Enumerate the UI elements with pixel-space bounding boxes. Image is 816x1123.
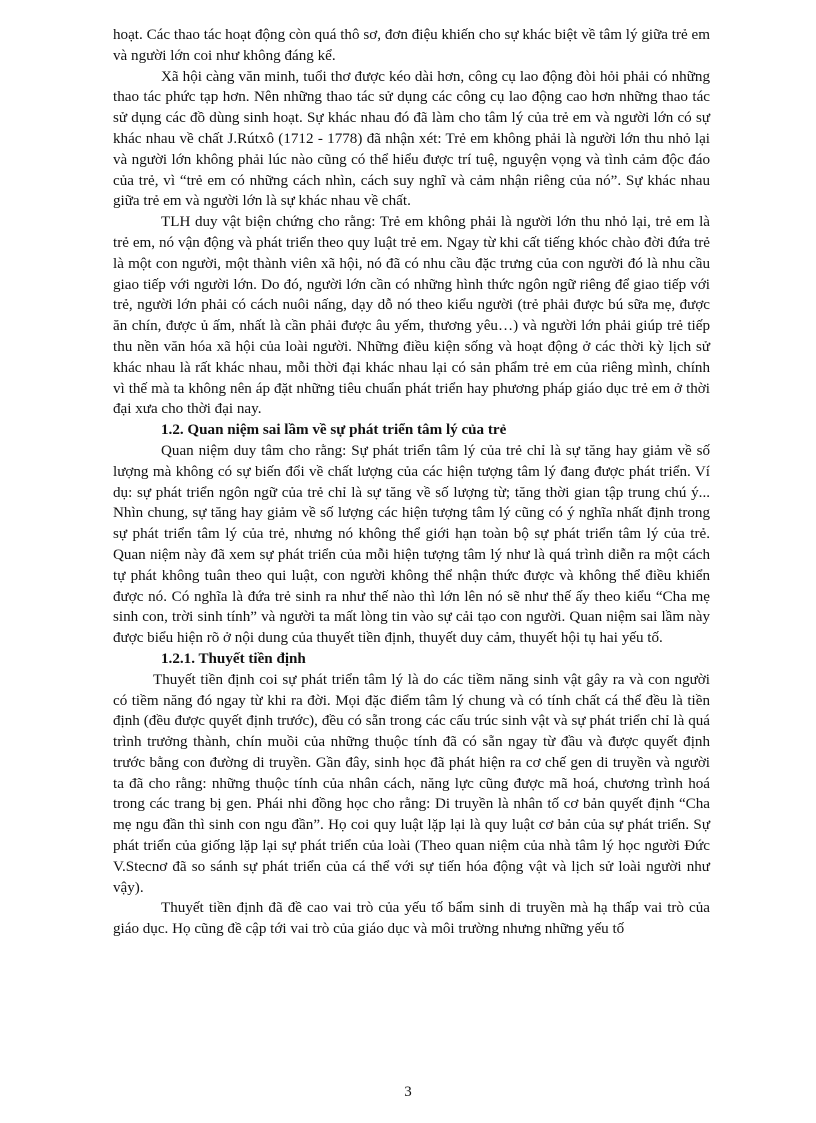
section-heading-1-2: 1.2. Quan niệm sai lầm về sự phát triển tâm lý của trẻ [161, 422, 507, 439]
paragraph-idealist-view: Quan niệm duy tâm cho rằng: Sự phát triển tâm lý của trẻ chỉ là sự tăng hay giảm về số lượng mà không có sự biến đổi về chất lượng của các hiện tượng tâm lý đang được phát triển. Ví dụ: sự phát triển ngôn ngữ của trẻ chỉ là sự tăng về số lượng từ; tăng thời gian tập trung chú ý... Nhìn chung, sự tăng hay giảm về số lượng các hiện tượng tâm lý cũng có ý nghĩa nhất định trong sự phát triển tâm lý của trẻ, nhưng nó không thể giới hạn toàn bộ sự phát triển tâm lý của trẻ. Quan niệm này đã xem sự phát triển của mỗi hiện tượng tâm lý như là quá trình diễn ra một cách tự phát không tuân theo qui luật, con người không thể nhận thức được và không thể điều khiển được nó. Có nghĩa là đứa trẻ sinh ra như thế nào thì lớn lên nó sẽ như thế ấy theo kiểu “Cha mẹ sinh con, trời sinh tính” và người ta mất lòng tin vào sự cải tạo con người. Quan niệm sai lầm này được biểu hiện rõ ở nội dung của thuyết tiền định, thuyết duy cảm, thuyết hội tụ hai yếu tố. [113, 442, 710, 647]
paragraph-continuation: hoạt. Các thao tác hoạt động còn quá thô sơ, đơn điệu khiến cho sự khác biệt về tâm lý giữa trẻ em và người lớn coi như không đáng kể. [113, 27, 710, 64]
paragraph-dialectical-psychology: TLH duy vật biện chứng cho rằng: Trẻ em không phải là người lớn thu nhỏ lại, trẻ em là trẻ em, nó vận động và phát triển theo quy luật trẻ em. Ngay từ khi cất tiếng khóc chào đời đứa trẻ là một con người, một thành viên xã hội, nó đã có nhu cầu đặc trưng của con người đó là nhu cầu giao tiếp với người lớn. Do đó, người lớn cần có những hình thức ngôn ngữ riêng để giao tiếp với trẻ, người lớn phải có cách nuôi nấng, dạy dỗ nó theo kiểu người (trẻ phải được bú sữa mẹ, được ăn chín, được ủ ấm, nhất là cần phải được âu yếm, thương yêu…) và người lớn phải giúp trẻ tiếp thu nền văn hóa xã hội của loài người. Những điều kiện sống và hoạt động ở các thời kỳ lịch sử khác nhau là rất khác nhau, mỗi thời đại khác nhau lại có sản phẩm trẻ em của riêng mình, chính vì thế mà ta không nên áp đặt những tiêu chuẩn phát triển hay phương pháp giáo dục trẻ em ở thời đại xưa cho thời đại nay. [113, 214, 710, 418]
paragraph-predestination-role: Thuyết tiền định đã đề cao vai trò của yếu tố bẩm sinh di truyền mà hạ thấp vai trò của giáo dục. Họ cũng đề cập tới vai trò của giáo dục và môi trường nhưng những yếu tố [113, 900, 710, 938]
paragraph-society: Xã hội càng văn minh, tuổi thơ được kéo dài hơn, công cụ lao động đòi hỏi phải có những thao tác phức tạp hơn. Nên những thao tác sử dụng các công cụ lao động cao hơn những thao tác sử dụng các đồ dùng sinh hoạt. Sự khác nhau đó đã làm cho tâm lý của trẻ em và người lớn có sự khác nhau về chất J.Rútxô (1712 - 1778) đã nhận xét: Trẻ em không phải là người lớn thu nhỏ lại và người lớn không phải lúc nào cũng có thể hiểu được trí tuệ, nguyện vọng và tình cảm độc đáo của trẻ, vì “trẻ em có những cách nhìn, cách suy nghĩ và cảm nhận riêng của nó”. Sự khác nhau giữa trẻ em và người lớn là sự khác nhau về chất. [113, 68, 710, 210]
section-heading-1-2-1: 1.2.1. Thuyết tiền định [161, 650, 306, 667]
document-page [113, 0, 710, 940]
page-number: 3 [404, 1084, 412, 1100]
paragraph-predestination-theory: Thuyết tiền định coi sự phát triển tâm lý là do các tiềm năng sinh vật gây ra và con người có tiềm năng đó ngay từ khi ra đời. Mọi đặc điểm tâm lý chung và có tính chất cá thể đều là tiền định (đều được quyết định trước), đều có sẵn trong các cấu trúc sinh vật và sự phát triển chỉ là quá trình trưởng thành, chín muồi của những thuộc tính đã có sẵn ngay từ đầu và được quyết định trước bằng con đường di truyền. Gần đây, sinh học đã phát hiện ra cơ chế gen di truyền và người ta đã cho rằng: những thuộc tính của nhân cách, năng lực cũng được mã hoá, chương trình hoá trong các trang bị gen. Phái nhi đồng học cho rằng: Di truyền là nhân tố cơ bản quyết định “Cha mẹ ngu đần thì sinh con ngu đần”. Họ coi quy luật lặp lại là quy luật cơ bản của sự phát triển. Sự phát triển của giống lặp lại sự phát triển của loài (Theo quan niệm của nhà tâm lý học người Đức V.Stecnơ đã so sánh sự phát triển của cá thể với sự tiến hóa động vật và lịch sử loài người như vậy). [113, 671, 710, 896]
